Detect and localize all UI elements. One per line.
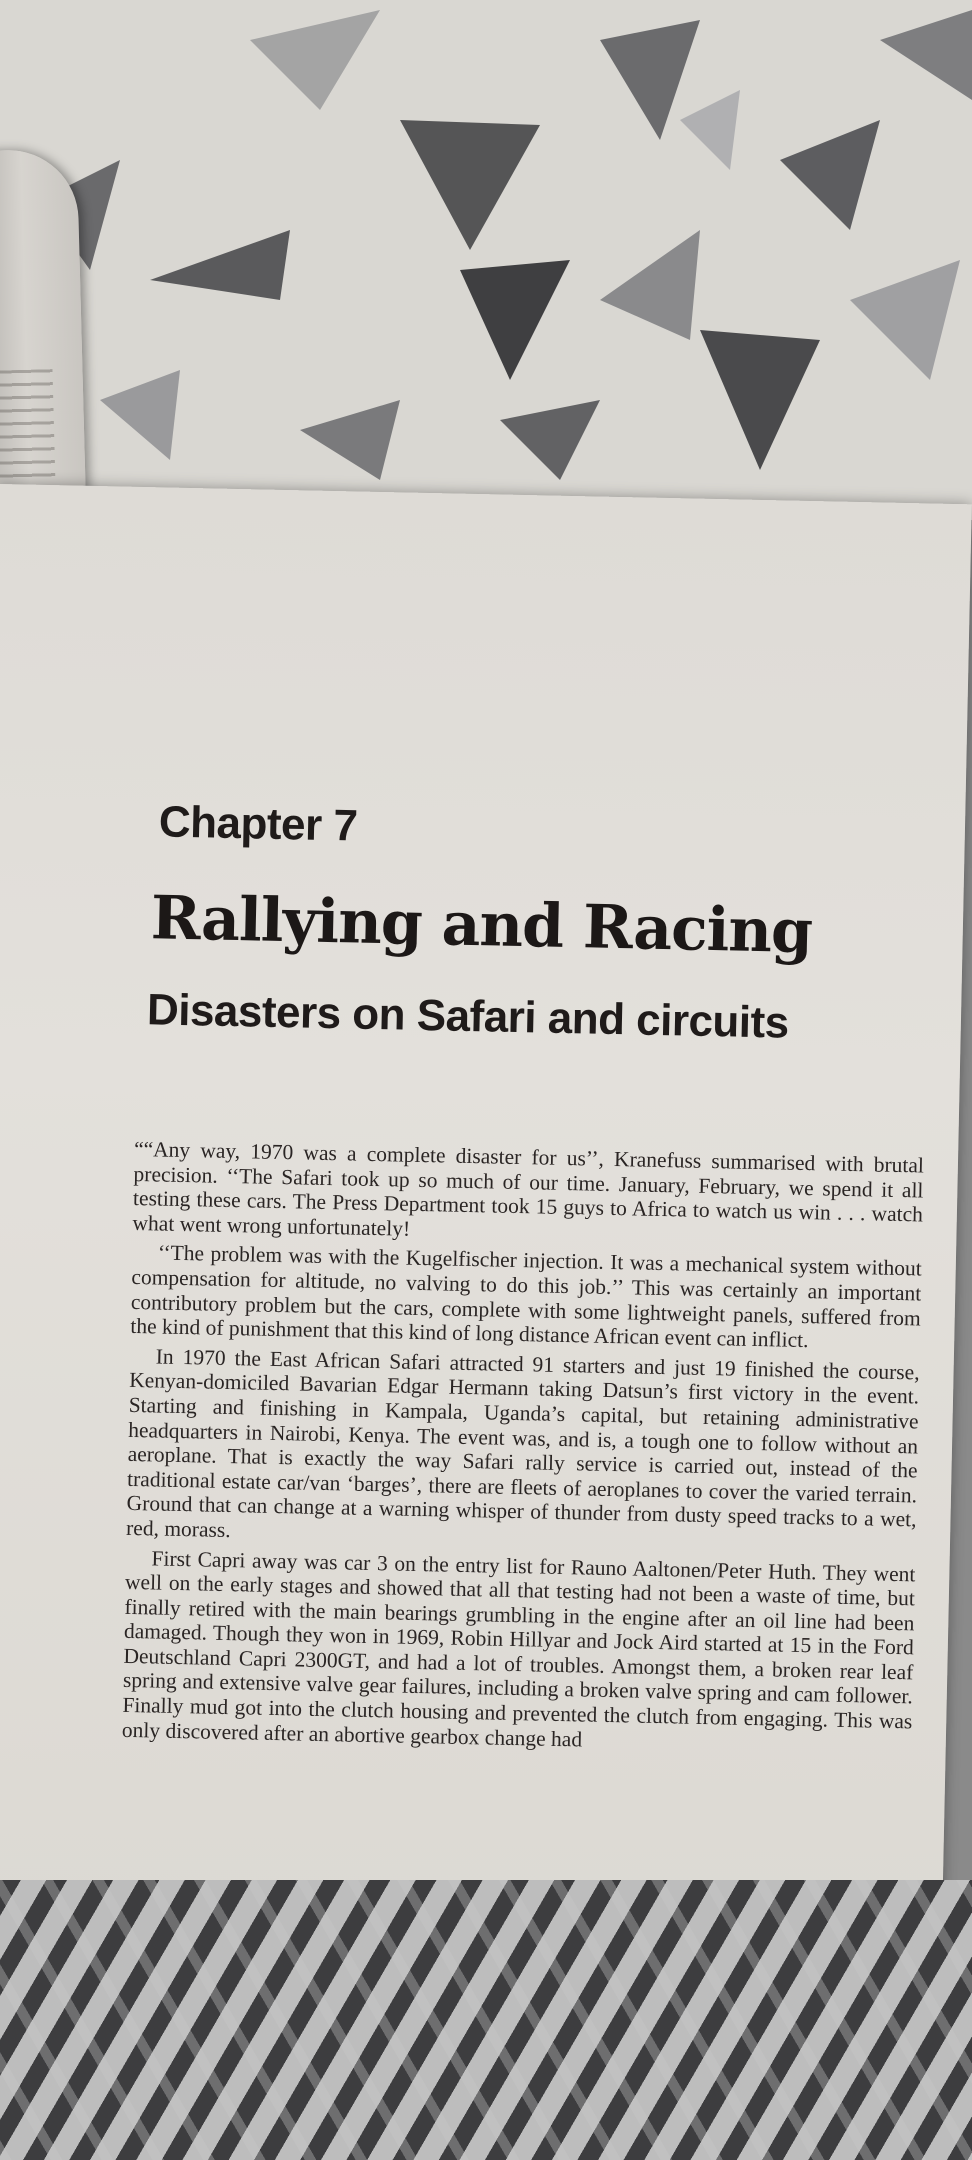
triangle-pattern <box>0 0 972 520</box>
book-page <box>0 484 972 1944</box>
chapter-subtitle: Disasters on Safari and circuits <box>146 985 790 1048</box>
paragraph: ‘‘The problem was with the Kugelfischer injection. It was a mechanical system without compensation for altitude, no valving to do this job.’’ This was certainly an important contributory problem but the cars, complete with some lightweight panels, suffered from the kind of punishment that this kind of long distance African event can inflict. <box>130 1240 923 1353</box>
paragraph: ““Any way, 1970 was a complete disaster for us’’, Kranefuss summarised with brutal precision. ‘‘The Safari took up so much of our time. January, February, we spend it all testing these cars. The Press Department took 15 guys to Africa to watch us win . . . watch what went wrong unfortunately! <box>132 1136 925 1241</box>
paragraph: First Capri away was car 3 on the entry list for Rauno Aaltonen/Peter Huth. They went well on the early stages and showed that all that testing had not been a waste of time, but finally retired with the main bearings grumbling in the engine after an oil line had been damaged. Though they won in 1969, Robin Hillyar and Jock Aird started at 15 in the Ford Deutschland Capri 2300GT, and had a lot of troubles. Amongst them, a broken rear leaf spring and extensive valve gear failures, including a broken valve spring and cam follower. Finally mud got into the clutch housing and prevented the clutch from engaging. This was only discovered after an abortive gearbox change had <box>121 1545 916 1752</box>
fabric-background-bottom <box>0 1880 972 2160</box>
chapter-number: Chapter 7 <box>158 797 358 851</box>
chapter-title: Rallying and Racing <box>150 883 813 968</box>
fabric-background-top <box>0 0 972 520</box>
paragraph: In 1970 the East African Safari attracted 91 starters and just 19 finished the course, Kenyan-domiciled Bavarian Edgar Hermann taking Datsun’s first victory in the event. Starting and finishing in Kampala, Uganda’s capital, but retaining administrative headquarters in Nairobi, Kenya. The event was, and is, a tough one to follow without an aeroplane. That is exactly the way Safari rally service is carried out, instead of the traditional estate car/van ‘barges’, there are fleets of aeroplanes to cover the varied terrain. Ground that can change at a warning whisper of thunder from dusty speed tracks to a wet, red, morass. <box>125 1344 920 1542</box>
chapter-body <box>122 1137 925 1764</box>
